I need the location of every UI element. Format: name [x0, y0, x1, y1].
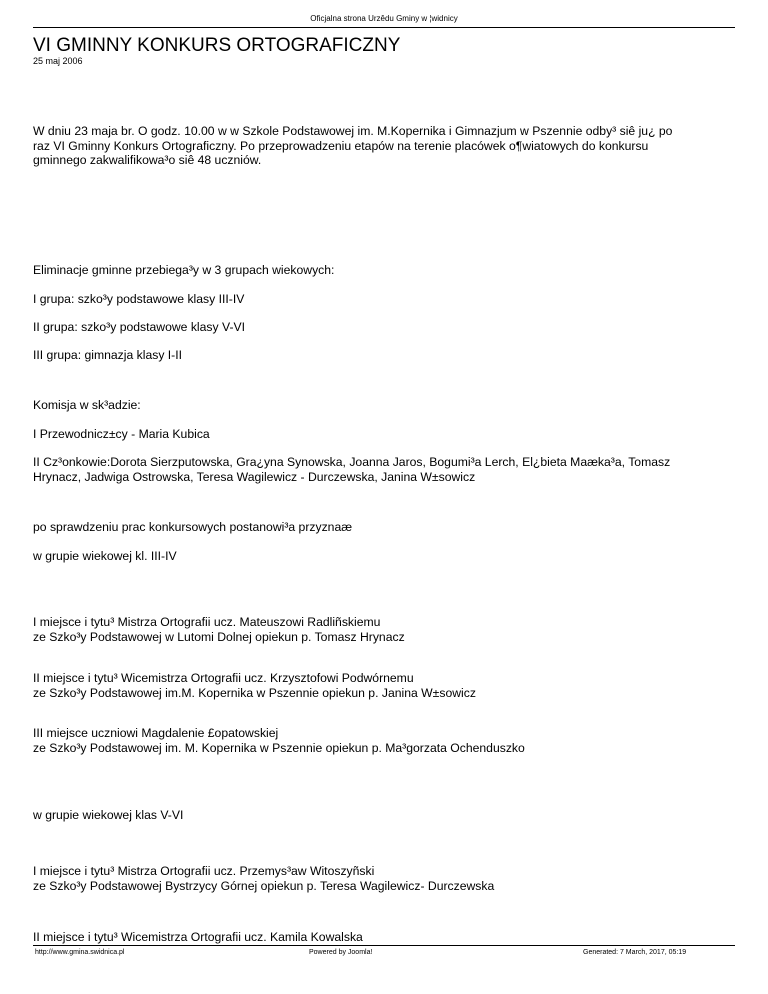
footer-divider	[33, 945, 735, 946]
site-header-title: Oficjalna strona Urzêdu Gminy w ¦widnicy	[310, 14, 458, 23]
decision-text: po sprawdzeniu prac konkursowych postanowi³a przyznaæ	[33, 520, 353, 534]
footer-powered-by: Powered by Joomla!	[309, 949, 373, 956]
winner-line: ze Szko³y Podstawowej w Lutomi Dolnej opiekun p. Tomasz Hrynacz	[33, 629, 405, 644]
intro-paragraph	[33, 124, 733, 168]
age-group-heading: w grupie wiekowej kl. III-IV	[33, 549, 177, 563]
winner-line: II miejsce i tytu³ Wicemistrza Ortografii ucz. Kamila Kowalska	[33, 930, 363, 944]
committee-members	[33, 455, 733, 484]
winner-entry	[33, 615, 733, 644]
winner-entry	[33, 864, 733, 893]
winner-line: I miejsce i tytu³ Mistrza Ortografii ucz. Mateuszowi Radliñskiemu	[33, 615, 381, 629]
winner-line: III miejsce uczniowi Magdalenie £opatowskiej	[33, 726, 279, 740]
winner-entry	[33, 671, 733, 700]
intro-line: raz VI Gminny Konkurs Ortograficzny. Po przeprowadzeniu etapów na terenie placówek o¶wiatowych do konkursu	[33, 138, 649, 153]
winner-line: II miejsce i tytu³ Wicemistrza Ortografii ucz. Krzysztofowi Podwórnemu	[33, 671, 414, 685]
winner-line: ze Szko³y Podstawowej Bystrzycy Górnej opiekun p. Teresa Wagilewicz- Durczewska	[33, 878, 495, 893]
winner-line: ze Szko³y Podstawowej im. M. Kopernika w Pszennie opiekun p. Ma³gorzata Ochenduszko	[33, 740, 525, 755]
winner-line: I miejsce i tytu³ Mistrza Ortografii ucz. Przemys³aw Witoszyñski	[33, 864, 375, 878]
committee-heading: Komisja w sk³adzie:	[33, 398, 141, 412]
article-title: VI GMINNY KONKURS ORTOGRAFICZNY	[33, 35, 401, 56]
age-group-heading: w grupie wiekowej klas V-VI	[33, 808, 184, 822]
members-line: Hrynacz, Jadwiga Ostrowska, Teresa Wagilewicz - Durczewska, Janina W±sowicz	[33, 469, 476, 484]
committee-chair: I Przewodnicz±cy - Maria Kubica	[33, 427, 210, 441]
footer-url[interactable]: http://www.gmina.swidnica.pl	[35, 949, 125, 956]
winner-line: ze Szko³y Podstawowej im.M. Kopernika w Pszennie opiekun p. Janina W±sowicz	[33, 685, 476, 700]
header-divider	[33, 27, 735, 28]
intro-line: W dniu 23 maja br. O godz. 10.00 w w Szkole Podstawowej im. M.Kopernika i Gimnazjum w Pszennie odby³ siê ju¿ po	[33, 124, 673, 138]
members-line: II Cz³onkowie:Dorota Sierzputowska, Gra¿yna Synowska, Joanna Jaros, Bogumi³a Lerch, El¿bieta Maæka³a, Tomasz	[33, 455, 671, 469]
group-item: III grupa: gimnazja klasy I-II	[33, 348, 183, 362]
winner-entry	[33, 726, 733, 755]
intro-line: gminnego zakwalifikowa³o siê 48 uczniów.	[33, 153, 262, 167]
group-item: II grupa: szko³y podstawowe klasy V-VI	[33, 320, 246, 334]
winner-entry	[33, 930, 733, 945]
footer-generated: Generated: 7 March, 2017, 05:19	[583, 949, 687, 956]
eliminations-text: Eliminacje gminne przebiega³y w 3 grupach wiekowych:	[33, 263, 335, 277]
group-item: I grupa: szko³y podstawowe klasy III-IV	[33, 292, 245, 306]
article-date: 25 maj 2006	[33, 56, 83, 66]
